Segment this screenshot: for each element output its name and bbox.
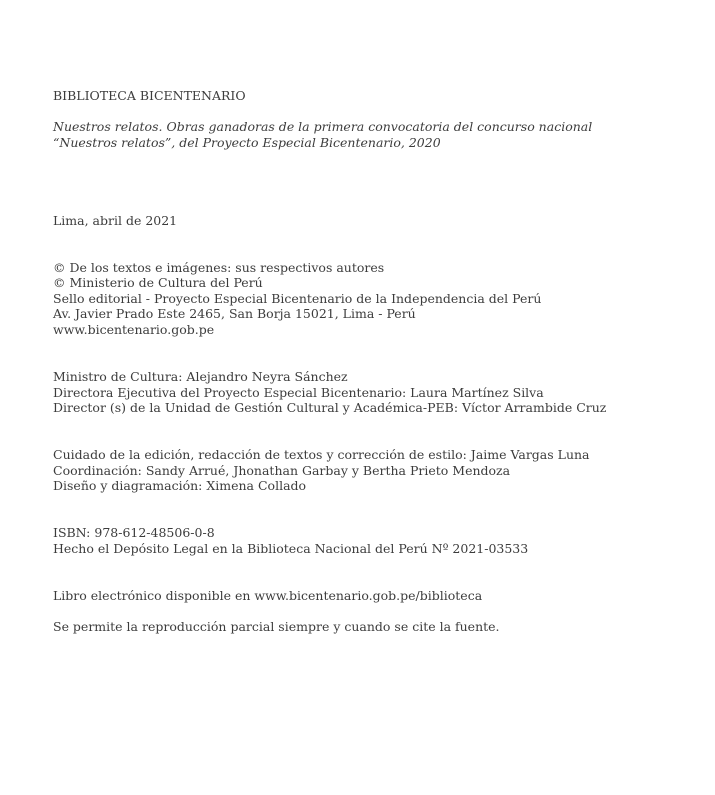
executive-director-credit: Directora Ejecutiva del Proyecto Especial Bicentenario: Laura Martínez Silva <box>53 385 544 400</box>
series-name: BIBLIOTECA BICENTENARIO <box>53 88 246 103</box>
publisher-address: Av. Javier Prado Este 2465, San Borja 15021, Lima - Perú <box>53 306 416 321</box>
unit-director-credit: Director (s) de la Unidad de Gestión Cultural y Académica-PEB: Víctor Arrambide Cruz <box>53 400 607 415</box>
isbn: ISBN: 978-612-48506-0-8 <box>53 525 215 540</box>
copyright-texts: © De los textos e imágenes: sus respectivos autores <box>53 260 385 275</box>
design-credit: Diseño y diagramación: Ximena Collado <box>53 478 307 493</box>
book-title-line-1: Nuestros relatos. Obras ganadoras de la primera convocatoria del concurso nacional <box>53 119 593 134</box>
place-date: Lima, abril de 2021 <box>53 213 178 228</box>
publisher-website: www.bicentenario.gob.pe <box>53 322 215 337</box>
coordination-credit: Coordinación: Sandy Arrué, Jhonathan Garbay y Bertha Prieto Mendoza <box>53 463 511 478</box>
minister-credit: Ministro de Cultura: Alejandro Neyra Sánchez <box>53 369 348 384</box>
editing-credit: Cuidado de la edición, redacción de textos y corrección de estilo: Jaime Vargas Luna <box>53 447 590 462</box>
legal-deposit: Hecho el Depósito Legal en la Biblioteca Nacional del Perú Nº 2021-03533 <box>53 541 529 556</box>
book-title-line-2: “Nuestros relatos”, del Proyecto Especial Bicentenario, 2020 <box>53 135 441 150</box>
copyright-ministry: © Ministerio de Cultura del Perú <box>53 275 263 290</box>
reproduction-note: Se permite la reproducción parcial siempre y cuando se cite la fuente. <box>53 619 500 634</box>
ebook-note: Libro electrónico disponible en www.bicentenario.gob.pe/biblioteca <box>53 588 483 603</box>
publisher-imprint: Sello editorial - Proyecto Especial Bicentenario de la Independencia del Perú <box>53 291 542 306</box>
